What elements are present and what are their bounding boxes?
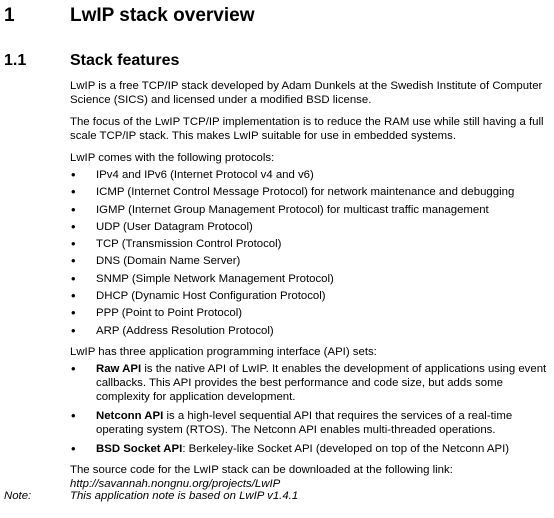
focus-paragraph: The focus of the LwIP TCP/IP implementation is to reduce the RAM use while still having a full scale TCP/IP stack. This makes LwIP suitable for use in embedded systems. (70, 116, 544, 142)
source-text: The source code for the LwIP stack can be downloaded at the following link: (70, 463, 453, 476)
list-item: • ARP (Address Resolution Protocol) (70, 324, 548, 338)
note-text: This application note is based on LwIP v1.4.1 (70, 490, 299, 502)
list-item: • IPv4 and IPv6 (Internet Protocol v4 and v6) (70, 168, 548, 182)
protocols-intro: LwIP comes with the following protocols: (70, 152, 275, 164)
api-intro: LwIP has three application programming interface (API) sets: (70, 345, 377, 358)
list-item: • IGMP (Internet Group Management Protocol) for multicast traffic management (70, 203, 548, 217)
list-item (70, 442, 548, 456)
list-item: • DHCP (Dynamic Host Configuration Protocol) (70, 289, 548, 303)
list-item: • PPP (Point to Point Protocol) (70, 306, 548, 320)
note-label: Note: (4, 490, 32, 502)
api-name: Netconn API (96, 409, 164, 422)
list-item: • TCP (Transmission Control Protocol) (70, 237, 548, 251)
list-item: • ICMP (Internet Control Message Protocol) for network maintenance and debugging (70, 185, 548, 199)
source-paragraph (70, 463, 548, 491)
api-list (70, 362, 548, 456)
section-title: LwIP stack overview (70, 5, 255, 26)
subsection-number: 1.1 (4, 52, 27, 69)
api-name: BSD Socket API (96, 442, 183, 455)
intro-paragraph: LwIP is a free TCP/IP stack developed by Adam Dunkels at the Swedish Institute of Computer Science (SICS) and licensed under a modified BSD license. (70, 80, 543, 106)
api-description: is the native API of LwIP. It enables the development of applications using event callbacks. This API provides the best performance and code size, but adds some complexity for application development. (96, 362, 547, 403)
section-number: 1 (4, 5, 15, 26)
api-name: Raw API (96, 362, 142, 375)
list-item: • SNMP (Simple Network Management Protocol) (70, 272, 548, 286)
protocol-list (70, 168, 548, 338)
document-body (70, 79, 548, 499)
api-description: : Berkeley-like Socket API (developed on top of the Netconn API) (182, 442, 510, 455)
list-item (70, 409, 548, 437)
list-item (70, 362, 548, 404)
api-description: is a high-level sequential API that requires the services of a real-time operating system (RTOS). The Netconn API enables multi-threaded operations. (96, 409, 513, 436)
subsection-title: Stack features (70, 52, 180, 69)
list-item: • DNS (Domain Name Server) (70, 254, 548, 268)
source-url[interactable]: http://savannah.nongnu.org/projects/LwIP (70, 477, 281, 490)
list-item: • UDP (User Datagram Protocol) (70, 220, 548, 234)
